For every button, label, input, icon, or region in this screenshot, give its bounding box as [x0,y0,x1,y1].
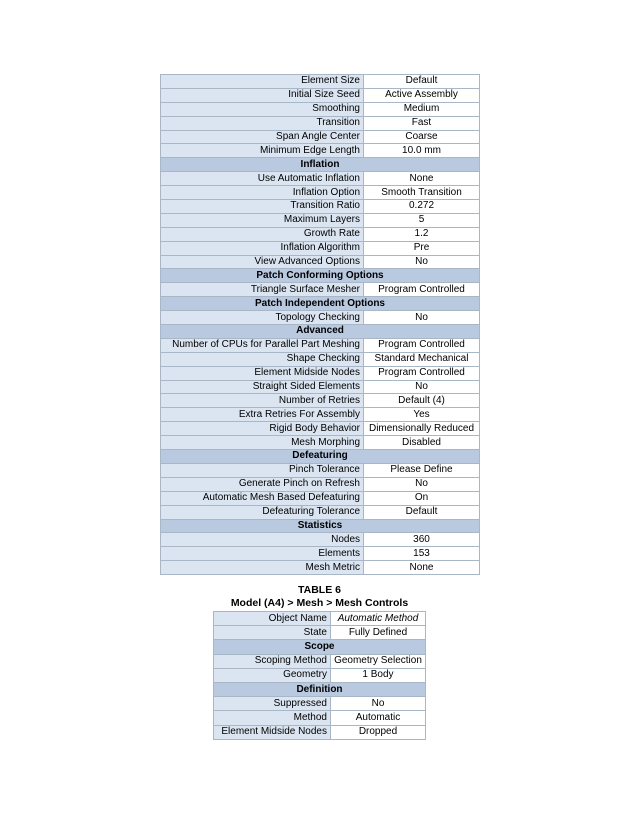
table-row [161,463,480,477]
table-row [161,130,480,144]
property-value: None [364,561,480,575]
property-value: No [364,477,480,491]
property-label: Topology Checking [161,311,364,325]
property-value: Dropped [331,725,426,739]
section-header: Inflation [161,158,480,172]
section-header-row [161,269,480,283]
property-label: Number of Retries [161,394,364,408]
property-label: View Advanced Options [161,255,364,269]
table-row [161,102,480,116]
section-header-row [161,450,480,464]
property-value: Medium [364,102,480,116]
property-label: Suppressed [214,697,331,711]
property-value: Dimensionally Reduced [364,422,480,436]
table6-caption [160,584,479,610]
property-label: Method [214,711,331,725]
section-header: Defeaturing [161,450,480,464]
property-label: Extra Retries For Assembly [161,408,364,422]
property-value: On [364,491,480,505]
table-row [161,394,480,408]
property-label: Element Midside Nodes [214,725,331,739]
property-value: Please Define [364,463,480,477]
property-label: Geometry [214,668,331,682]
table6-caption-subtitle: Model (A4) > Mesh > Mesh Controls [230,597,409,609]
section-header-row [214,640,426,654]
table-row [161,88,480,102]
property-value: 5 [364,213,480,227]
property-value: Automatic [331,711,426,725]
property-value: Program Controlled [364,366,480,380]
section-header: Patch Independent Options [161,297,480,311]
property-value: Pre [364,241,480,255]
property-value: 1 Body [331,668,426,682]
property-value: 153 [364,547,480,561]
property-value: Disabled [364,436,480,450]
table-row [214,626,426,640]
property-value: Active Assembly [364,88,480,102]
table-row [161,200,480,214]
table-row [214,711,426,725]
property-label: Mesh Morphing [161,436,364,450]
table-row [161,116,480,130]
property-label: Shape Checking [161,352,364,366]
table-row [161,311,480,325]
property-label: Inflation Algorithm [161,241,364,255]
property-value: No [331,697,426,711]
table-row [161,561,480,575]
table-row [161,338,480,352]
table-row [161,241,480,255]
table-row [161,283,480,297]
table-row [161,144,480,158]
property-label: Inflation Option [161,186,364,200]
section-header-row [161,158,480,172]
table-row [214,654,426,668]
property-label: Smoothing [161,102,364,116]
mesh-details-table-body [161,75,480,575]
property-label: Number of CPUs for Parallel Part Meshing [161,338,364,352]
property-value: Default [364,75,480,89]
table-row [161,227,480,241]
property-value: Smooth Transition [364,186,480,200]
property-label: Rigid Body Behavior [161,422,364,436]
property-label: Transition [161,116,364,130]
property-label: Triangle Surface Mesher [161,283,364,297]
table-row [214,668,426,682]
property-value: None [364,172,480,186]
property-label: Elements [161,547,364,561]
property-label: Straight Sided Elements [161,380,364,394]
property-label: Nodes [161,533,364,547]
property-value: 360 [364,533,480,547]
property-value: Default [364,505,480,519]
property-label: Maximum Layers [161,213,364,227]
property-label: Mesh Metric [161,561,364,575]
property-value: Fast [364,116,480,130]
property-label: Generate Pinch on Refresh [161,477,364,491]
property-label: Span Angle Center [161,130,364,144]
table-row [161,408,480,422]
table-row [161,533,480,547]
property-label: Minimum Edge Length [161,144,364,158]
table-row [161,213,480,227]
property-value: No [364,311,480,325]
table-row [161,75,480,89]
property-label: Pinch Tolerance [161,463,364,477]
table6-caption-title: TABLE 6 [298,584,341,596]
property-value: Yes [364,408,480,422]
table-row [161,352,480,366]
property-label: Use Automatic Inflation [161,172,364,186]
table-row [161,255,480,269]
property-value: Automatic Method [331,612,426,626]
section-header: Scope [214,640,426,654]
section-header: Statistics [161,519,480,533]
property-value: 10.0 mm [364,144,480,158]
property-label: Element Size [161,75,364,89]
property-value: No [364,255,480,269]
table-row [161,505,480,519]
table-row [161,422,480,436]
table-row [161,186,480,200]
table-row [161,436,480,450]
table-row [214,612,426,626]
table-row [161,491,480,505]
section-header: Definition [214,682,426,696]
table-row [161,477,480,491]
property-label: Element Midside Nodes [161,366,364,380]
property-label: Transition Ratio [161,200,364,214]
property-value: 1.2 [364,227,480,241]
property-value: Program Controlled [364,338,480,352]
property-value: Fully Defined [331,626,426,640]
property-value: Geometry Selection [331,654,426,668]
property-value: Program Controlled [364,283,480,297]
table-row [161,366,480,380]
section-header-row [214,682,426,696]
section-header-row [161,325,480,339]
section-header-row [161,519,480,533]
property-label: Automatic Mesh Based Defeaturing [161,491,364,505]
property-value: Standard Mechanical [364,352,480,366]
property-value: Default (4) [364,394,480,408]
table-row [161,547,480,561]
section-header-row [161,297,480,311]
table-row [161,380,480,394]
property-label: Initial Size Seed [161,88,364,102]
property-value: No [364,380,480,394]
table-row [161,172,480,186]
mesh-controls-table [213,611,426,740]
mesh-controls-table-body [214,612,426,740]
property-label: Growth Rate [161,227,364,241]
property-label: Defeaturing Tolerance [161,505,364,519]
property-value: Coarse [364,130,480,144]
property-label: Object Name [214,612,331,626]
section-header: Patch Conforming Options [161,269,480,283]
property-label: State [214,626,331,640]
mesh-details-table [160,74,480,575]
table-row [214,725,426,739]
section-header: Advanced [161,325,480,339]
property-label: Scoping Method [214,654,331,668]
property-value: 0.272 [364,200,480,214]
table-row [214,697,426,711]
